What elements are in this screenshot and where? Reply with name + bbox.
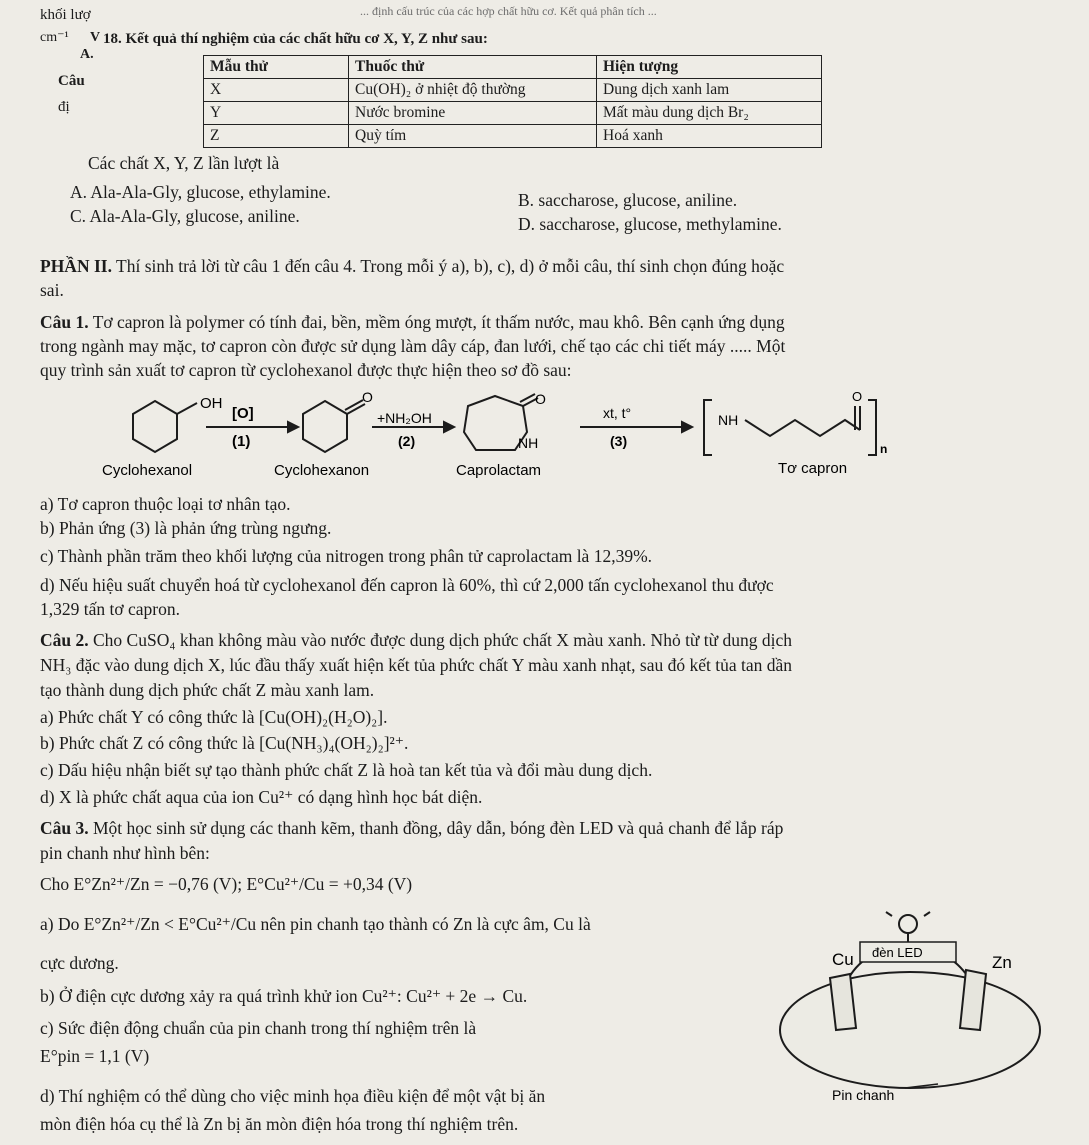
led-label: đèn LED xyxy=(872,945,923,960)
step2-label: (2) xyxy=(398,433,416,449)
table-header: Thuốc thử xyxy=(349,56,597,79)
c2-text-1-body: Cho CuSO₄ khan không màu vào nước được dung dịch phức chất X màu xanh. Nhỏ từ từ dung dịch xyxy=(93,630,793,650)
c2-text-3: tạo thành dung dịch phức chất Z màu xanh lam. xyxy=(40,680,375,700)
header-fragment: khối lượ xyxy=(40,7,91,23)
step3-reagent: xt, t° xyxy=(603,405,632,421)
q18-prompt: Các chất X, Y, Z lần lượt là xyxy=(88,153,280,173)
table-cell: Cu(OH)₂ ở nhiệt độ thường xyxy=(349,79,597,102)
c3-text-1 xyxy=(40,818,783,839)
led-bulb-icon xyxy=(899,915,917,933)
label-caprolactam: Caprolactam xyxy=(456,462,542,479)
unit-fragment: cm⁻¹ xyxy=(40,30,69,45)
label-cyclohexanon: Cyclohexanon xyxy=(274,462,370,479)
c1-d-2: 1,329 tấn tơ capron. xyxy=(40,599,180,619)
c3-d-1: d) Thí nghiệm có thể dùng cho việc minh họa điều kiện để một vật bị ăn xyxy=(40,1086,546,1106)
o-label-3: O xyxy=(852,389,863,404)
zn-label: Zn xyxy=(992,953,1012,972)
pin-label: Pin chanh xyxy=(832,1087,895,1103)
table-cell: Nước bromine xyxy=(349,102,597,125)
lemon-shape xyxy=(780,972,1040,1088)
c2-d: d) X là phức chất aqua của ion Cu²⁺ có dạng hình học bát diện. xyxy=(40,787,483,807)
label-capron: Tơ capron xyxy=(778,460,848,477)
c1-c: c) Thành phần trăm theo khối lượng của nitrogen trong phân tử caprolactam là 12,39%. xyxy=(40,546,653,566)
table-cell: Hoá xanh xyxy=(597,125,822,148)
nh-label: NH xyxy=(518,435,539,451)
c3-label: Câu 3. xyxy=(40,818,89,838)
c1-d-1: d) Nếu hiệu suất chuyển hoá từ cyclohexanol đến capron là 60%, thì cứ 2,000 tấn cyclohexanol thu được xyxy=(40,575,774,595)
table-cell: Quỳ tím xyxy=(349,125,597,148)
o-label-1: O xyxy=(362,389,373,405)
c2-label: Câu 2. xyxy=(40,630,89,650)
q18-heading: 18. Kết quả thí nghiệm của các chất hữu cơ X, Y, Z như sau: xyxy=(103,31,488,47)
c3-c-2: E°pin = 1,1 (V) xyxy=(40,1046,150,1066)
lemon-battery-figure xyxy=(760,910,1080,1110)
table-cell: Mất màu dung dịch Br₂ xyxy=(597,102,822,125)
c3-given: Cho E°Zn²⁺/Zn = −0,76 (V); E°Cu²⁺/Cu = +0,34 (V) xyxy=(40,874,413,894)
table-header: Mẫu thử xyxy=(204,56,349,79)
c1-text-3: quy trình sản xuất tơ capron từ cyclohexanol được thực hiện theo sơ đồ sau: xyxy=(40,360,572,380)
reaction-scheme xyxy=(0,0,1089,500)
c3-b: b) Ở điện cực dương xảy ra quá trình khử ion Cu²⁺: Cu²⁺ + 2e → Cu. xyxy=(40,986,528,1006)
c1-label: Câu 1. xyxy=(40,312,89,332)
c1-text-1-body: Tơ capron là polymer có tính đai, bền, mềm óng mượt, ít thấm nước, mau khô. Bên cạnh ứng dụng xyxy=(92,312,785,332)
c3-a-1: a) Do E°Zn²⁺/Zn < E°Cu²⁺/Cu nên pin chanh tạo thành có Zn là cực âm, Cu là xyxy=(40,914,591,934)
c2-text-1 xyxy=(40,630,792,651)
option-a: A. Ala-Ala-Gly, glucose, ethylamine. xyxy=(70,182,331,202)
table-header: Hiện tượng xyxy=(597,56,822,79)
part2-intro-text: Thí sinh trả lời từ câu 1 đến câu 4. Trong mỗi ý a), b), c), d) ở mỗi câu, thí sinh chọn đúng hoặc xyxy=(116,256,785,276)
a-fragment: A. xyxy=(80,47,94,62)
step1-label: (1) xyxy=(232,433,251,450)
table-cell: X xyxy=(204,79,349,102)
cu-label: Cu xyxy=(832,950,854,969)
c1-b: b) Phản ứng (3) là phản ứng trùng ngưng. xyxy=(40,518,332,538)
c3-text-1-body: Một học sinh sử dụng các thanh kẽm, thanh đồng, dây dẫn, bóng đèn LED và quả chanh để lắp ráp xyxy=(93,818,784,838)
step1-reagent: [O] xyxy=(232,405,254,422)
nh-polymer-label: NH xyxy=(718,412,739,428)
option-b: B. saccharose, glucose, aniline. xyxy=(518,190,738,210)
cyclohexanone-ring xyxy=(303,401,347,452)
c1-a: a) Tơ capron thuộc loại tơ nhân tạo. xyxy=(40,494,291,514)
step3-label: (3) xyxy=(610,433,628,449)
d-fragment: đị xyxy=(58,99,70,115)
c2-b: b) Phức chất Z có công thức là [Cu(NH₃)₄(OH₂)₂]²⁺. xyxy=(40,733,409,753)
cyclohexanol-ring xyxy=(133,401,177,452)
part2-heading: PHẦN II. xyxy=(40,256,112,276)
o-label-2: O xyxy=(535,391,546,407)
c2-text-2: NH₃ đặc vào dung dịch X, lúc đầu thấy xuất hiện kết tủa phức chất Y màu xanh nhạt, sau đó kết tủa tan dần xyxy=(40,655,792,675)
c2-a: a) Phức chất Y có công thức là [Cu(OH)₂(H₂O)₂]. xyxy=(40,707,388,727)
table-cell: Y xyxy=(204,102,349,125)
v-fragment: V xyxy=(90,30,101,45)
c3-c-1: c) Sức điện động chuẩn của pin chanh trong thí nghiệm trên là xyxy=(40,1018,477,1038)
option-c: C. Ala-Ala-Gly, glucose, aniline. xyxy=(70,206,300,226)
c3-text-2: pin chanh như hình bên: xyxy=(40,843,210,863)
c2-c: c) Dấu hiệu nhận biết sự tạo thành phức chất Z là hoà tan kết tủa và đổi màu dung dịch. xyxy=(40,760,653,780)
label-cyclohexanol: Cyclohexanol xyxy=(102,462,193,479)
n-subscript: n xyxy=(880,442,888,456)
c1-text-2: trong ngành may mặc, tơ capron còn được sử dụng làm dây cáp, đan lưới, chế tạo các chi tiết máy ..... Một xyxy=(40,336,786,356)
part2-intro-2: sai. xyxy=(40,280,64,300)
table-cell: Dung dịch xanh lam xyxy=(597,79,822,102)
step2-reagent: +NH₂OH xyxy=(377,410,432,426)
c3-d-2: mòn điện hóa cụ thể là Zn bị ăn mòn điện hóa trong thí nghiệm trên. xyxy=(40,1114,519,1134)
oh-label: OH xyxy=(200,395,223,412)
faded-header-text: ... định cấu trúc của các hợp chất hữu cơ. Kết quả phân tích ... xyxy=(360,4,657,18)
option-d: D. saccharose, glucose, methylamine. xyxy=(518,214,782,234)
c3-a-2: cực dương. xyxy=(40,953,119,973)
cau-fragment: Câu xyxy=(58,73,85,89)
table-cell: Z xyxy=(204,125,349,148)
